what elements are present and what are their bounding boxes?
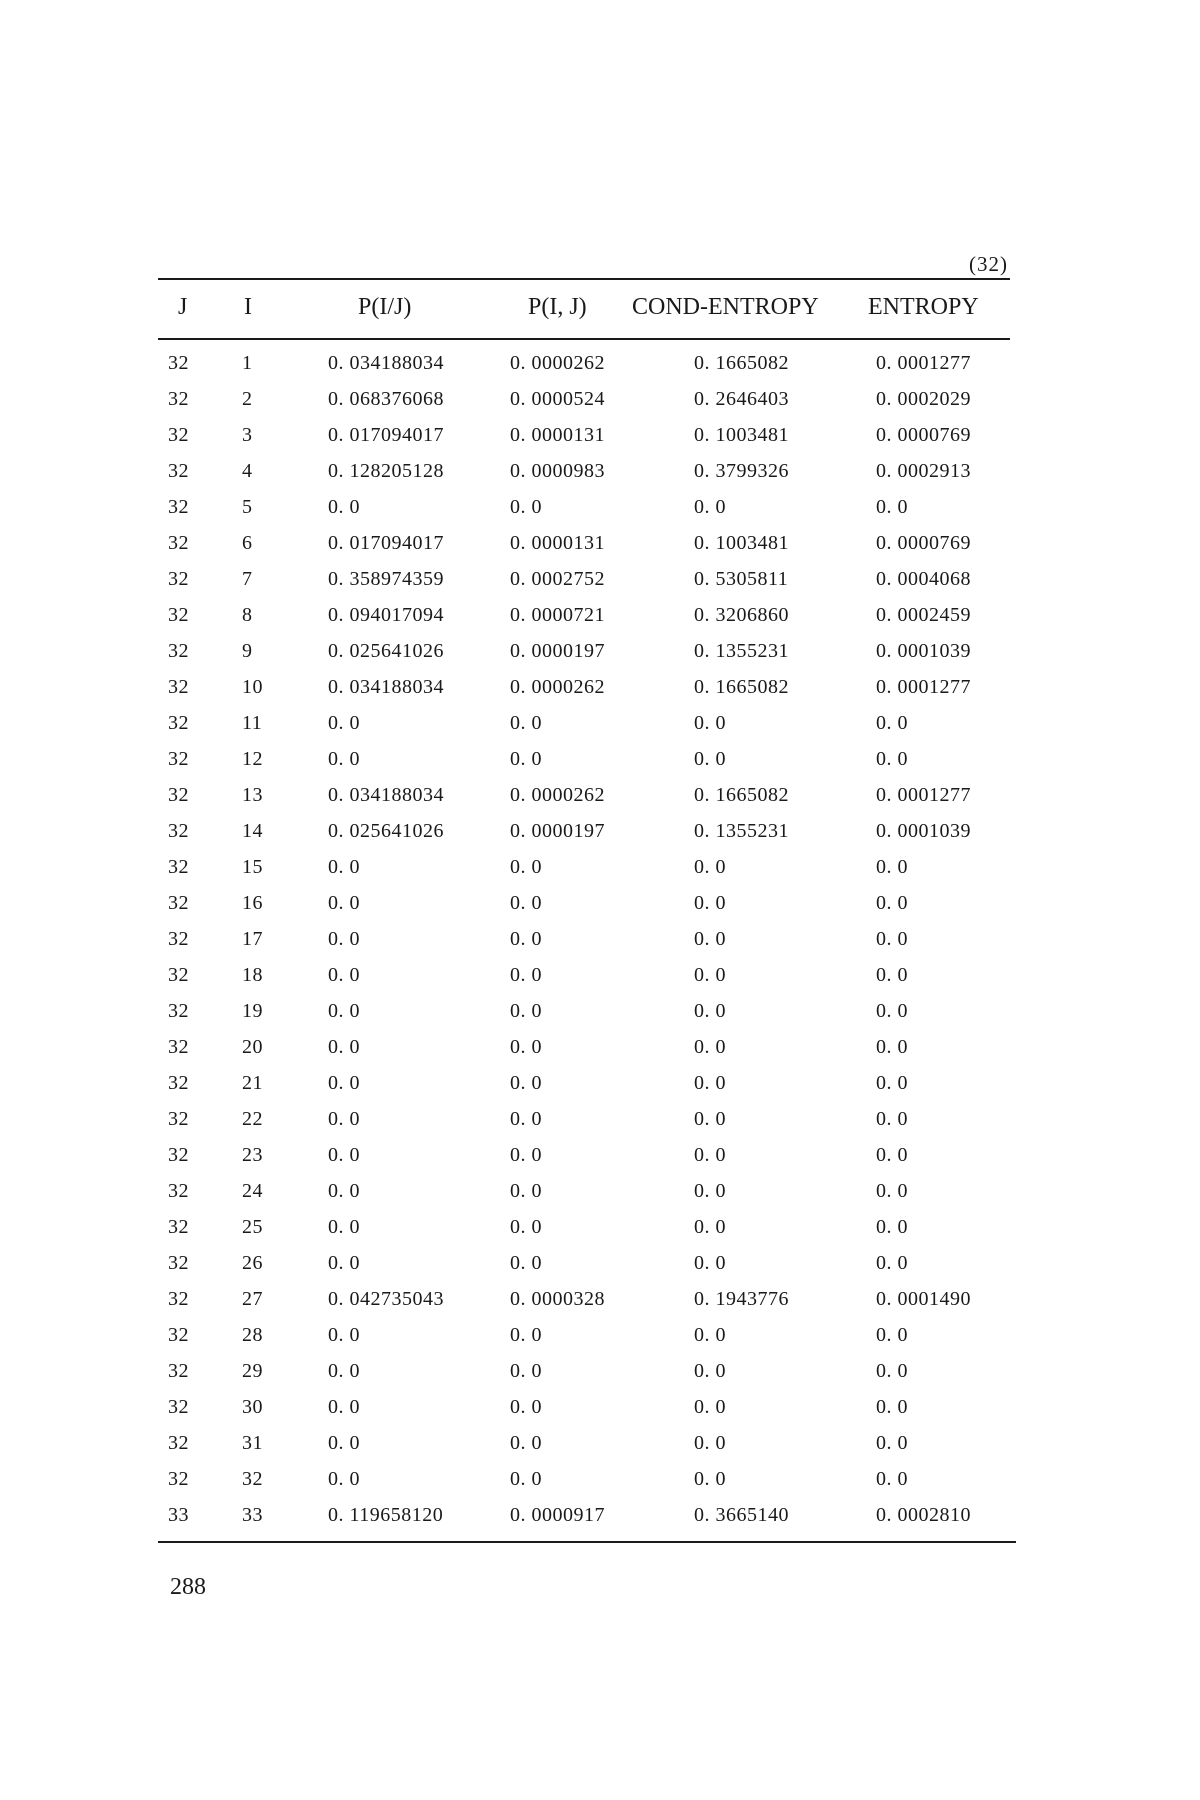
cell-i: 20	[242, 1036, 263, 1058]
cell-p-i-j: 0. 0	[510, 1216, 542, 1238]
cell-p-i-given-j: 0. 0	[328, 1180, 360, 1202]
cell-j: 32	[168, 1324, 189, 1346]
cell-i: 6	[242, 532, 253, 554]
cell-p-i-given-j: 0. 068376068	[328, 388, 444, 410]
cell-entropy: 0. 0	[876, 1252, 908, 1274]
cell-j: 32	[168, 604, 189, 626]
table-row	[158, 1318, 1010, 1354]
cell-cond-entropy: 0. 0	[694, 1144, 726, 1166]
cell-p-i-j: 0. 0	[510, 1324, 542, 1346]
cell-j: 32	[168, 388, 189, 410]
cell-p-i-given-j: 0. 034188034	[328, 676, 444, 698]
table-row	[158, 778, 1010, 814]
cell-p-i-given-j: 0. 0	[328, 1036, 360, 1058]
cell-p-i-j: 0. 0	[510, 712, 542, 734]
cell-entropy: 0. 0	[876, 1216, 908, 1238]
cell-cond-entropy: 0. 1355231	[694, 640, 789, 662]
cell-cond-entropy: 0. 0	[694, 892, 726, 914]
table-row	[158, 958, 1010, 994]
cell-cond-entropy: 0. 1003481	[694, 424, 789, 446]
cell-entropy: 0. 0	[876, 1360, 908, 1382]
cell-i: 31	[242, 1432, 263, 1454]
cell-entropy: 0. 0	[876, 748, 908, 770]
cell-i: 22	[242, 1108, 263, 1130]
cell-cond-entropy: 0. 3206860	[694, 604, 789, 626]
cell-p-i-given-j: 0. 025641026	[328, 640, 444, 662]
table-row	[158, 886, 1010, 922]
table-row	[158, 670, 1010, 706]
table-row	[158, 1030, 1010, 1066]
cell-i: 21	[242, 1072, 263, 1094]
cell-p-i-j: 0. 0	[510, 748, 542, 770]
cell-entropy: 0. 0004068	[876, 568, 971, 590]
cell-entropy: 0. 0002913	[876, 460, 971, 482]
cell-cond-entropy: 0. 0	[694, 496, 726, 518]
cell-cond-entropy: 0. 0	[694, 1000, 726, 1022]
cell-cond-entropy: 0. 0	[694, 1072, 726, 1094]
cell-j: 32	[168, 1468, 189, 1490]
cell-p-i-j: 0. 0000197	[510, 820, 605, 842]
cell-i: 9	[242, 640, 253, 662]
cell-p-i-given-j: 0. 0	[328, 928, 360, 950]
cell-j: 32	[168, 748, 189, 770]
cell-p-i-given-j: 0. 0	[328, 496, 360, 518]
cell-p-i-given-j: 0. 0	[328, 748, 360, 770]
table-row	[158, 454, 1010, 490]
cell-p-i-j: 0. 0	[510, 964, 542, 986]
cell-j: 32	[168, 424, 189, 446]
cell-p-i-j: 0. 0	[510, 892, 542, 914]
cell-p-i-j: 0. 0	[510, 1396, 542, 1418]
cell-p-i-j: 0. 0000262	[510, 676, 605, 698]
cell-entropy: 0. 0	[876, 1396, 908, 1418]
cell-j: 32	[168, 1144, 189, 1166]
cell-j: 32	[168, 856, 189, 878]
cell-p-i-given-j: 0. 025641026	[328, 820, 444, 842]
cell-p-i-given-j: 0. 0	[328, 1000, 360, 1022]
cell-j: 32	[168, 820, 189, 842]
table-row	[158, 382, 1010, 418]
cell-p-i-given-j: 0. 119658120	[328, 1504, 444, 1526]
cell-p-i-given-j: 0. 0	[328, 1216, 360, 1238]
cell-cond-entropy: 0. 1665082	[694, 784, 789, 806]
cell-p-i-given-j: 0. 094017094	[328, 604, 444, 626]
table-row	[158, 634, 1010, 670]
cell-j: 32	[168, 1252, 189, 1274]
cell-cond-entropy: 0. 3665140	[694, 1504, 789, 1526]
cell-p-i-given-j: 0. 017094017	[328, 532, 444, 554]
cell-i: 1	[242, 352, 253, 374]
cell-p-i-j: 0. 0000131	[510, 424, 605, 446]
table-row	[158, 706, 1010, 742]
cell-p-i-given-j: 0. 017094017	[328, 424, 444, 446]
table-row	[158, 1282, 1010, 1318]
cell-entropy: 0. 0001490	[876, 1288, 971, 1310]
cell-p-i-given-j: 0. 0	[328, 892, 360, 914]
cell-cond-entropy: 0. 1003481	[694, 532, 789, 554]
table-bottom-rule	[158, 1541, 1016, 1543]
cell-i: 15	[242, 856, 263, 878]
cell-i: 23	[242, 1144, 263, 1166]
cell-cond-entropy: 0. 5305811	[694, 568, 789, 590]
cell-p-i-j: 0. 0	[510, 1144, 542, 1166]
cell-entropy: 0. 0	[876, 892, 908, 914]
cell-p-i-j: 0. 0	[510, 1180, 542, 1202]
table-row	[158, 1246, 1010, 1282]
cell-j: 32	[168, 892, 189, 914]
cell-entropy: 0. 0	[876, 712, 908, 734]
cell-j: 32	[168, 460, 189, 482]
cell-entropy: 0. 0	[876, 1144, 908, 1166]
cell-entropy: 0. 0001039	[876, 820, 971, 842]
cell-p-i-given-j: 0. 0	[328, 964, 360, 986]
cell-entropy: 0. 0001039	[876, 640, 971, 662]
cell-p-i-given-j: 0. 0	[328, 1396, 360, 1418]
cell-p-i-given-j: 0. 0	[328, 1108, 360, 1130]
table-row	[158, 994, 1010, 1030]
table-row	[158, 418, 1010, 454]
cell-cond-entropy: 0. 0	[694, 856, 726, 878]
cell-entropy: 0. 0	[876, 856, 908, 878]
page-number-bottom: 288	[170, 1574, 206, 1600]
cell-i: 25	[242, 1216, 263, 1238]
cell-p-i-j: 0. 0	[510, 1000, 542, 1022]
cell-entropy: 0. 0	[876, 1036, 908, 1058]
cell-i: 12	[242, 748, 263, 770]
cell-i: 14	[242, 820, 263, 842]
cell-j: 32	[168, 640, 189, 662]
table-body	[158, 346, 1010, 1534]
header-j: J	[178, 294, 188, 320]
cell-p-i-given-j: 0. 0	[328, 1144, 360, 1166]
page-number-top: (32)	[969, 252, 1008, 276]
cell-p-i-j: 0. 0	[510, 1360, 542, 1382]
cell-j: 32	[168, 784, 189, 806]
cell-cond-entropy: 0. 0	[694, 1468, 726, 1490]
cell-p-i-given-j: 0. 0	[328, 1432, 360, 1454]
cell-p-i-j: 0. 0000262	[510, 784, 605, 806]
cell-cond-entropy: 0. 1665082	[694, 352, 789, 374]
cell-p-i-j: 0. 0	[510, 1432, 542, 1454]
cell-cond-entropy: 0. 1355231	[694, 820, 789, 842]
cell-i: 17	[242, 928, 263, 950]
cell-p-i-j: 0. 0000131	[510, 532, 605, 554]
cell-j: 32	[168, 1036, 189, 1058]
cell-p-i-j: 0. 0000328	[510, 1288, 605, 1310]
table-top-rule	[158, 278, 1010, 280]
cell-i: 11	[242, 712, 263, 734]
cell-entropy: 0. 0001277	[876, 352, 971, 374]
cell-cond-entropy: 0. 0	[694, 1216, 726, 1238]
cell-cond-entropy: 0. 2646403	[694, 388, 789, 410]
cell-i: 10	[242, 676, 263, 698]
cell-cond-entropy: 0. 0	[694, 1108, 726, 1130]
table-row	[158, 562, 1010, 598]
cell-p-i-given-j: 0. 358974359	[328, 568, 444, 590]
cell-p-i-given-j: 0. 0	[328, 712, 360, 734]
cell-i: 28	[242, 1324, 263, 1346]
cell-entropy: 0. 0000769	[876, 532, 971, 554]
cell-p-i-j: 0. 0000262	[510, 352, 605, 374]
table-row	[158, 1102, 1010, 1138]
cell-p-i-j: 0. 0002752	[510, 568, 605, 590]
cell-p-i-j: 0. 0000917	[510, 1504, 605, 1526]
cell-cond-entropy: 0. 0	[694, 928, 726, 950]
cell-cond-entropy: 0. 0	[694, 748, 726, 770]
cell-p-i-j: 0. 0000983	[510, 460, 605, 482]
table-row	[158, 742, 1010, 778]
cell-j: 32	[168, 1108, 189, 1130]
cell-cond-entropy: 0. 3799326	[694, 460, 789, 482]
table-header-rule	[158, 338, 1010, 340]
cell-i: 26	[242, 1252, 263, 1274]
cell-p-i-j: 0. 0	[510, 1252, 542, 1274]
cell-entropy: 0. 0000769	[876, 424, 971, 446]
cell-p-i-j: 0. 0000197	[510, 640, 605, 662]
cell-i: 24	[242, 1180, 263, 1202]
header-p-i-j: P(I, J)	[528, 294, 587, 320]
cell-entropy: 0. 0	[876, 928, 908, 950]
cell-i: 16	[242, 892, 263, 914]
header-p-i-given-j: P(I/J)	[358, 294, 412, 320]
cell-j: 32	[168, 928, 189, 950]
table-row	[158, 598, 1010, 634]
cell-p-i-j: 0. 0	[510, 1108, 542, 1130]
cell-entropy: 0. 0	[876, 1180, 908, 1202]
table-row	[158, 346, 1010, 382]
cell-j: 32	[168, 964, 189, 986]
cell-p-i-j: 0. 0	[510, 1468, 542, 1490]
cell-j: 32	[168, 532, 189, 554]
cell-p-i-j: 0. 0	[510, 1036, 542, 1058]
cell-i: 30	[242, 1396, 263, 1418]
cell-j: 32	[168, 1360, 189, 1382]
cell-j: 32	[168, 1432, 189, 1454]
cell-cond-entropy: 0. 0	[694, 712, 726, 734]
table-row	[158, 526, 1010, 562]
cell-cond-entropy: 0. 0	[694, 1180, 726, 1202]
cell-p-i-j: 0. 0	[510, 1072, 542, 1094]
cell-j: 32	[168, 352, 189, 374]
cell-i: 13	[242, 784, 263, 806]
cell-i: 7	[242, 568, 253, 590]
table-row	[158, 1066, 1010, 1102]
table-row	[158, 1174, 1010, 1210]
cell-j: 32	[168, 496, 189, 518]
cell-i: 27	[242, 1288, 263, 1310]
cell-p-i-j: 0. 0000524	[510, 388, 605, 410]
cell-i: 19	[242, 1000, 263, 1022]
cell-p-i-given-j: 0. 0	[328, 1072, 360, 1094]
table-row	[158, 490, 1010, 526]
cell-cond-entropy: 0. 0	[694, 1036, 726, 1058]
cell-cond-entropy: 0. 0	[694, 1360, 726, 1382]
cell-p-i-given-j: 0. 128205128	[328, 460, 444, 482]
cell-j: 32	[168, 712, 189, 734]
cell-cond-entropy: 0. 0	[694, 1432, 726, 1454]
cell-cond-entropy: 0. 0	[694, 1324, 726, 1346]
cell-p-i-j: 0. 0000721	[510, 604, 605, 626]
table-row	[158, 1498, 1010, 1534]
table-row	[158, 1426, 1010, 1462]
cell-p-i-given-j: 0. 0	[328, 1324, 360, 1346]
cell-i: 3	[242, 424, 253, 446]
table-header-row	[158, 282, 1010, 334]
cell-cond-entropy: 0. 1665082	[694, 676, 789, 698]
cell-j: 33	[168, 1504, 189, 1526]
cell-j: 32	[168, 1000, 189, 1022]
cell-entropy: 0. 0002810	[876, 1504, 971, 1526]
table-row	[158, 814, 1010, 850]
cell-cond-entropy: 0. 1943776	[694, 1288, 789, 1310]
cell-entropy: 0. 0001277	[876, 784, 971, 806]
cell-j: 32	[168, 1396, 189, 1418]
cell-entropy: 0. 0001277	[876, 676, 971, 698]
cell-entropy: 0. 0	[876, 964, 908, 986]
cell-entropy: 0. 0	[876, 1432, 908, 1454]
cell-i: 18	[242, 964, 263, 986]
cell-j: 32	[168, 1288, 189, 1310]
cell-p-i-j: 0. 0	[510, 928, 542, 950]
cell-p-i-given-j: 0. 042735043	[328, 1288, 444, 1310]
cell-i: 33	[242, 1504, 263, 1526]
cell-entropy: 0. 0	[876, 1072, 908, 1094]
header-i: I	[244, 294, 252, 320]
cell-cond-entropy: 0. 0	[694, 964, 726, 986]
cell-cond-entropy: 0. 0	[694, 1396, 726, 1418]
cell-i: 8	[242, 604, 253, 626]
cell-entropy: 0. 0002029	[876, 388, 971, 410]
cell-p-i-given-j: 0. 0	[328, 1252, 360, 1274]
header-cond-entropy: COND-ENTROPY	[632, 294, 819, 320]
cell-p-i-given-j: 0. 034188034	[328, 784, 444, 806]
cell-p-i-given-j: 0. 034188034	[328, 352, 444, 374]
cell-j: 32	[168, 1216, 189, 1238]
cell-entropy: 0. 0	[876, 496, 908, 518]
table-row	[158, 1462, 1010, 1498]
cell-cond-entropy: 0. 0	[694, 1252, 726, 1274]
cell-entropy: 0. 0	[876, 1324, 908, 1346]
header-entropy: ENTROPY	[868, 294, 979, 320]
cell-p-i-j: 0. 0	[510, 496, 542, 518]
table-row	[158, 850, 1010, 886]
cell-entropy: 0. 0	[876, 1468, 908, 1490]
cell-i: 2	[242, 388, 253, 410]
table-row	[158, 1390, 1010, 1426]
cell-j: 32	[168, 1072, 189, 1094]
cell-entropy: 0. 0	[876, 1000, 908, 1022]
table-row	[158, 1210, 1010, 1246]
cell-p-i-given-j: 0. 0	[328, 856, 360, 878]
table-row	[158, 922, 1010, 958]
cell-entropy: 0. 0	[876, 1108, 908, 1130]
cell-i: 32	[242, 1468, 263, 1490]
cell-i: 5	[242, 496, 253, 518]
table-row	[158, 1138, 1010, 1174]
cell-p-i-given-j: 0. 0	[328, 1468, 360, 1490]
table-row	[158, 1354, 1010, 1390]
cell-j: 32	[168, 1180, 189, 1202]
cell-i: 4	[242, 460, 253, 482]
cell-entropy: 0. 0002459	[876, 604, 971, 626]
cell-p-i-given-j: 0. 0	[328, 1360, 360, 1382]
cell-j: 32	[168, 568, 189, 590]
cell-p-i-j: 0. 0	[510, 856, 542, 878]
cell-i: 29	[242, 1360, 263, 1382]
cell-j: 32	[168, 676, 189, 698]
